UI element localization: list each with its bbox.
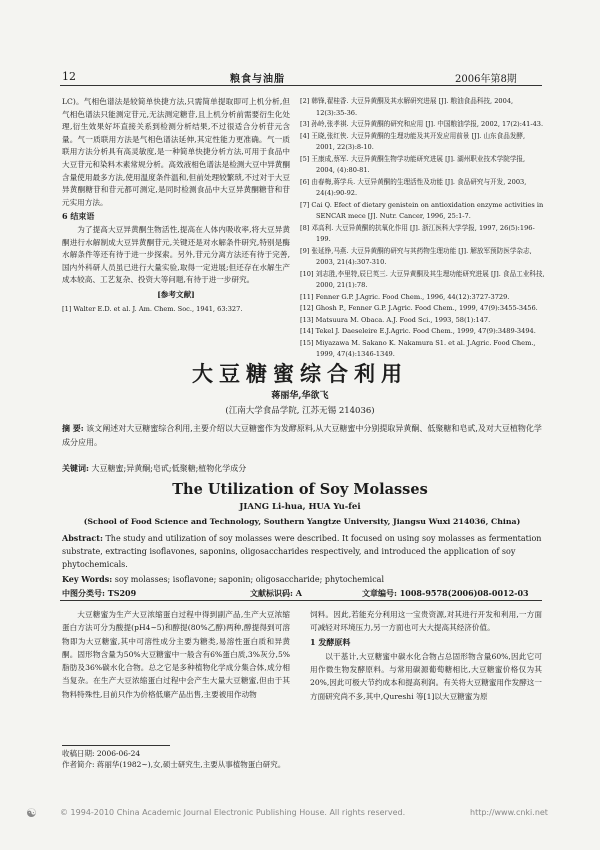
article-number: 文章编号: 1008-9578(2006)08-0012-03 <box>362 588 529 598</box>
reference-item: [8] 邓高利. 大豆异黄酮的抗氧化作用 [J]. 浙江医科大学学报, 1997, 26(5):196-199. <box>300 223 535 243</box>
reference-item: [1] Walter E.D. et al. J. Am. Chem. Soc., 1941, 63:327. <box>62 304 243 313</box>
intro-continuation: 饲料。因此,若能充分利用这一宝贵资源,对其进行开发和利用,一方面可减轻对环境压力,另一方面也可大大提高其经济价值。 <box>310 610 542 633</box>
abstract-en <box>62 532 542 572</box>
left-column <box>62 96 290 314</box>
abstract-zh-text: 该文阐述对大豆糖蜜综合利用,主要介绍以大豆糖蜜作为发酵原料,从大豆糖蜜中分别提取异黄酮、低聚糖和皂甙,及对大豆植物化学成分应用。 <box>62 424 542 447</box>
section-rule <box>60 600 542 601</box>
document-code: 文献标识码: A <box>250 588 302 598</box>
conclusion-paragraph: 为了提高大豆异黄酮生物活性,提高在人体内吸收率,将大豆异黄酮进行水解制成大豆异黄酮苷元,关键还是对水解条件研究,特别是酶水解条件等还有待于进一步探索。另外,苷元分离方法还有待于完善,国内外科研人员虽已进行大量实验,取得一定进展;但还存在水解生产成本较高、工艺复杂、投资大等问题,有待于进一步研究。 <box>62 224 290 285</box>
reference-item: [10] 刘志胜,李里特,辰巳英三. 大豆异黄酮及其生理功能研究进展 [J]. 食品工业科技, 2000, 21(1):78. <box>300 269 545 289</box>
references-heading: [参考文献] <box>157 289 195 299</box>
keywords-en-text: soy molasses; isoflavone; saponin; oligosaccharide; phytochemical <box>114 575 384 584</box>
affiliation-en: (School of Food Science and Technology, Southern Yangtze University, Jiangsu Wuxi 214036, China) <box>83 517 521 526</box>
reference-item: [2] 韩锋,翟桂香. 大豆异黄酮及其水解研究进展 [J]. 粮油食品科技, 2004, 12(3):35-36. <box>300 97 514 117</box>
keywords-zh <box>62 463 542 474</box>
keywords-zh-text: 大豆糖蜜;异黄酮;皂甙;低聚糖;植物化学成分 <box>91 464 247 473</box>
body-left-column <box>62 608 290 701</box>
reference-item: [3] 孙岭,张孝祺. 大豆异黄酮的研究和应用 [J]. 中国粮油学报, 2002, 17(2):41-43. <box>300 120 544 128</box>
publisher-url[interactable]: http://www.cnki.net <box>470 808 548 817</box>
journal-name: 粮食与油脂 <box>230 74 285 85</box>
reference-item: [9] 张延铮,马燕. 大豆异黄酮的研究与其药物生理功能 [J]. 解放军预防医学杂志, 2003, 21(4):307-310. <box>300 246 532 266</box>
page-number: 12 <box>62 70 76 83</box>
abstract-zh <box>62 422 542 449</box>
reference-item: [11] Fenner G.P. J.Agric. Food Chem., 1996, 44(12):3727-3729. <box>300 292 510 301</box>
section-1-title: 1 发酵原料 <box>310 636 351 647</box>
section-6-title: 6 结束语 <box>62 211 95 222</box>
reference-item: [13] Matsuura M. Obaca. A.J. Food Sci., 1993, 58(1):147. <box>300 315 491 324</box>
references-list <box>300 96 545 361</box>
abstract-en-label: Abstract: <box>62 533 103 543</box>
footnote-rule <box>62 745 170 746</box>
authors-en: JIANG Li-hua, HUA Yu-fei <box>239 502 361 512</box>
intro-paragraph: 大豆糖蜜为生产大豆浓缩蛋白过程中得到副产品,生产大豆浓缩蛋白方法可分为酸提(pH4~5)和醇提(80%乙醇)两种,醇提得到可溶物即为大豆糖蜜,其中可溶性成分主要为糖类,易溶性蛋白质和异黄酮。固形物含量为50%大豆糖蜜中一般含有6%蛋白质,3%灰分,5%脂肪及36%碳水化合物。总之它是多种植物化学成分集合体,成分相当复杂。在生产大豆浓缩蛋白过程中会产生大量大豆糖蜜,但由于其物料特殊性,目前只作为价格低廉产品出售,主要被用作动物 <box>62 610 290 699</box>
keywords-zh-label: 关键词: <box>62 463 89 473</box>
copyright-notice: © 1994-2010 China Academic Journal Electronic Publishing House. All rights reserved. <box>60 808 406 817</box>
reference-item: [14] Tekel J. Daeseleire E.J.Agric. Food Chem., 1999, 47(9):3489-3494. <box>300 327 536 335</box>
fermentation-paragraph: 以干基计,大豆糖蜜中碳水化合物占总固形物含量60%,因此它可用作微生物发酵原料。与常用碳源葡萄糖相比,大豆糖蜜价格仅为其20%,因此可极大节约成本和提高利润。有关将大豆糖蜜用作发酵这一方面研究尚不多,其中,Qureshi 等[1]以大豆糖蜜为原 <box>310 651 542 701</box>
article-title-en: The Utilization of Soy Molasses <box>172 481 428 498</box>
method-paragraph: LC)。气相色谱法是较简单快捷方法,只需简单提取即可上机分析,但气相色谱法只能测定苷元,无法测定糖苷,且上机分析前需要衍生化处理,衍生效果好坏直接关系到检测分析结果,不过很适合分析苷元含量。气一质联用方法是气相色谱法延伸,其定性能力更准确。气一质联用方法分析具有高灵敏度,是一种简单快捷分析方法,可用于食品中大豆苷元和染料木素常规分析。高效液相色谱法是检测大豆中异黄酮含量使用最多方法,使用温度条件温和,但前处理较繁琐,不过对于大豆异黄酮糖苷和苷元都可测定,是同时检测食品中大豆异黄酮糖苷和苷元实用方法。 <box>62 97 290 207</box>
authors-zh: 蒋丽华,华欲飞 <box>271 391 329 401</box>
reference-item: [4] 王晓,张红侠. 大豆异黄酮的生理功能及其开发应用前景 [J]. 山东食品发酵, 2001, 22(3):8-10. <box>300 131 526 151</box>
article-title-zh: 大豆糖蜜综合利用 <box>192 361 408 386</box>
reference-item: [5] 王康成,蔡军. 大豆异黄酮生物学功能研究进展 [J]. 湖州职业技术学院学报, 2004, (4):80-81. <box>300 154 526 174</box>
reference-item: [15] Miyazawa M. Sakano K. Nakamura S1. et al. J.Agric. Food Chem., 1999, 47(4):1346-1349. <box>300 338 536 358</box>
reference-item: [12] Ghosh P., Fenner G.P. J.Agric. Food Chem., 1999, 47(9):3455-3456. <box>300 304 538 312</box>
keywords-en-label: Key Words: <box>62 574 113 584</box>
body-right-column <box>310 608 542 703</box>
received-date: 收稿日期: 2006-06-24 <box>62 749 141 758</box>
clc-number: 中图分类号: TS209 <box>62 588 137 598</box>
header-rule <box>60 85 542 86</box>
author-bio: 作者简介: 蒋丽华(1982~),女,硕士研究生,主要从事植物蛋白研究。 <box>62 760 286 769</box>
publisher-logo-icon: ☯ <box>26 806 37 820</box>
affiliation-zh: (江南大学食品学院, 江苏无锡 214036) <box>225 406 375 416</box>
abstract-zh-label: 摘 要: <box>62 423 84 433</box>
abstract-en-text: The study and utilization of soy molasses were described. It focused on using soy molasses as fermentation substrate, extracting isoflavones, saponins, oligosaccharides respectively, and introduced the application of soy phytochemicals. <box>62 534 542 570</box>
issue-label: 2006年第8期 <box>455 74 517 85</box>
reference-item: [6] 由春梅,蒋学兵. 大豆异黄酮的生理活性及功能 [J]. 食品研究与开发, 2003, 24(4):90-92. <box>300 177 527 197</box>
reference-item: [7] Cai Q. Efect of dietary genistein on antioxidation enzyme activities in SENCAR mece [J]. Nutr. Cancer, 1996, 25:1-7. <box>300 200 544 220</box>
keywords-en <box>62 574 542 584</box>
